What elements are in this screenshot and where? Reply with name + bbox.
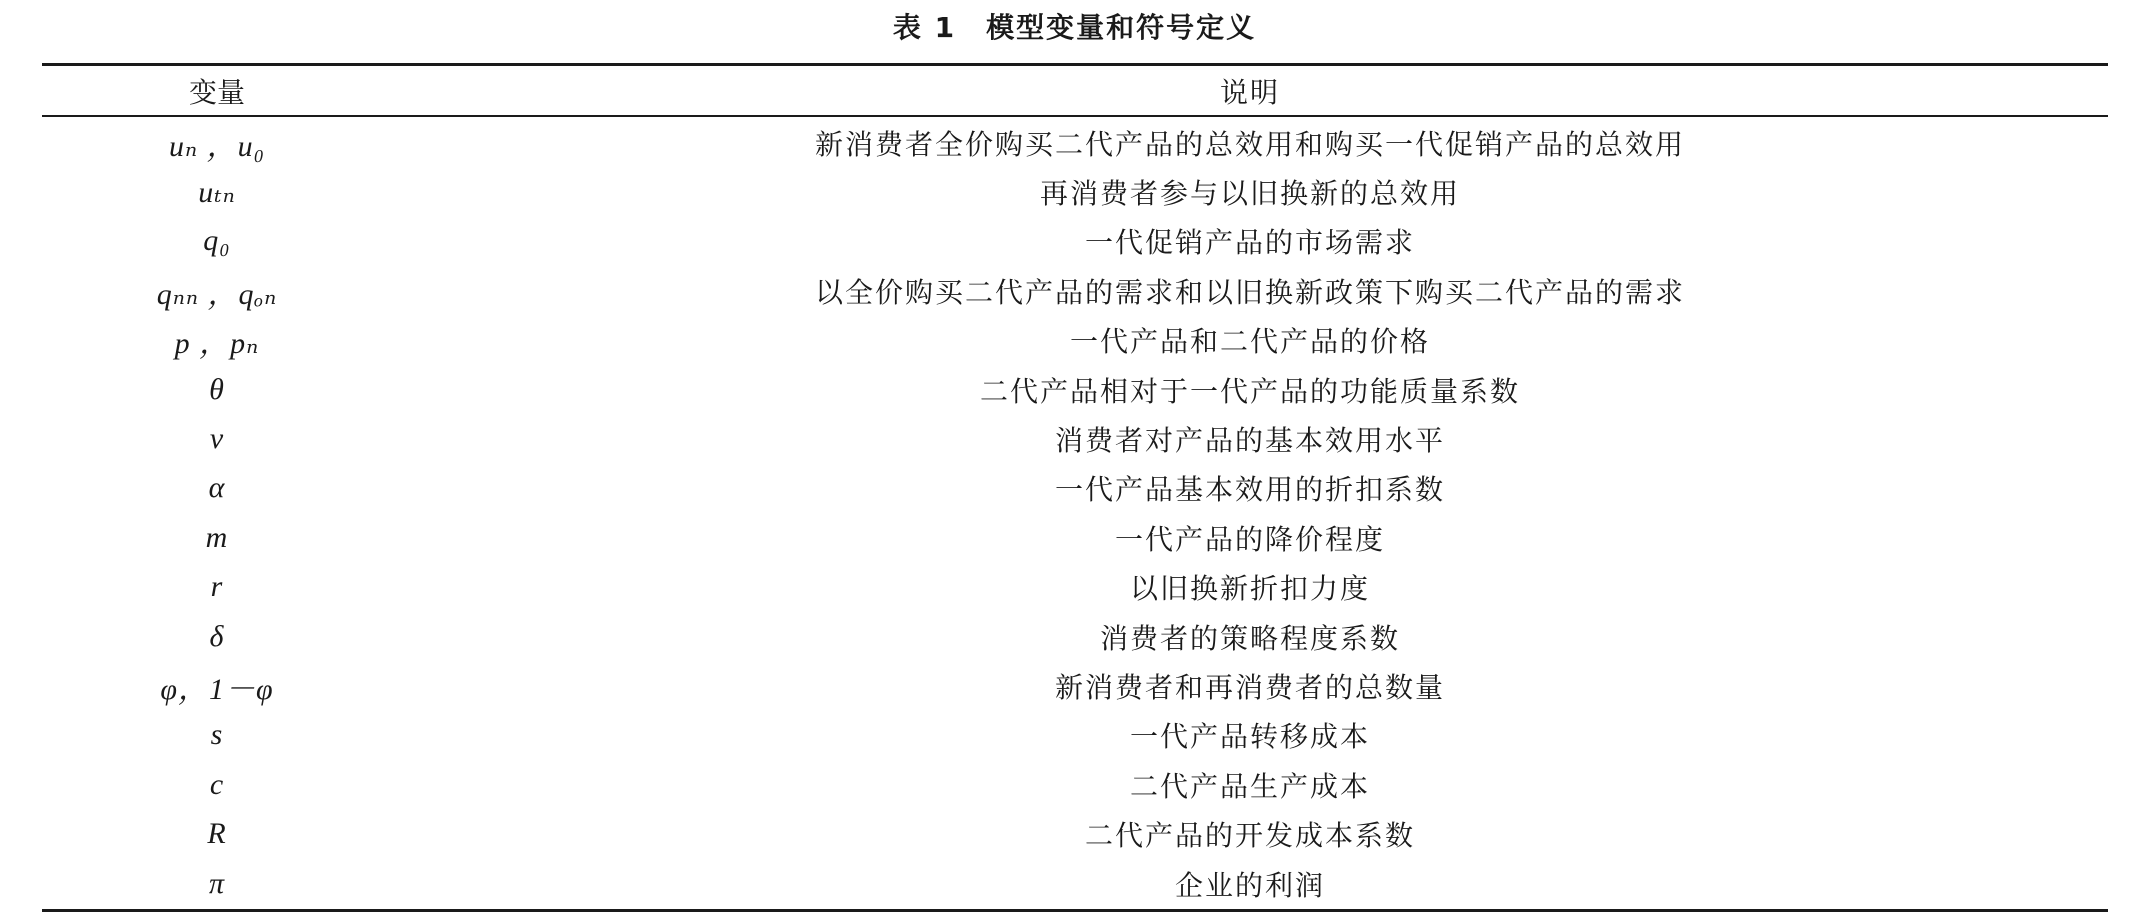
table-title: 模型变量和符号定义 <box>986 11 1257 44</box>
variable-description: 企业的利润 <box>1174 868 1325 902</box>
variable-description: 新消费者全价购买二代产品的总效用和购买一代促销产品的总效用 <box>814 127 1685 161</box>
variable-description: 一代促销产品的市场需求 <box>1084 226 1415 260</box>
table-row <box>42 563 2108 612</box>
header-variable: 变量 <box>188 75 245 109</box>
table-row <box>42 266 2108 315</box>
variable-description: 二代产品相对于一代产品的功能质量系数 <box>979 374 1520 408</box>
variable-symbol: m <box>205 520 229 554</box>
table-row <box>42 810 2108 859</box>
table-row <box>42 661 2108 710</box>
table-row <box>42 760 2108 809</box>
variable-description: 再消费者参与以旧换新的总效用 <box>1039 177 1460 211</box>
table-row <box>42 711 2108 760</box>
table-header <box>42 66 2108 115</box>
variable-symbol: α <box>208 471 226 505</box>
variable-description: 一代产品基本效用的折扣系数 <box>1054 473 1445 507</box>
variable-symbol: q₀ <box>203 224 231 258</box>
variable-description: 新消费者和再消费者的总数量 <box>1054 671 1445 705</box>
variable-description: 二代产品的开发成本系数 <box>1084 819 1415 853</box>
table-row <box>42 217 2108 266</box>
table-row <box>42 118 2108 167</box>
variable-symbol: v <box>209 422 225 456</box>
variable-symbol: s <box>210 718 224 752</box>
variable-description: 一代产品和二代产品的价格 <box>1069 325 1430 359</box>
variable-symbol: uₜₙ <box>198 175 236 209</box>
variable-description: 二代产品生产成本 <box>1129 769 1370 803</box>
table-number: 表 1 <box>892 11 957 44</box>
variable-symbol: qₙₙ ，qₒₙ <box>156 277 278 311</box>
variable-symbol: π <box>208 866 226 900</box>
table-row <box>42 414 2108 463</box>
variable-description: 消费者对产品的基本效用水平 <box>1054 424 1445 458</box>
variable-description: 一代产品的降价程度 <box>1114 522 1385 556</box>
header-description: 说明 <box>1219 75 1280 109</box>
variable-symbol: c <box>209 767 225 801</box>
bottom-rule <box>42 909 2108 912</box>
variable-symbol: φ，1－φ <box>160 673 274 707</box>
table-row <box>42 365 2108 414</box>
table-row <box>42 464 2108 513</box>
table-row <box>42 316 2108 365</box>
table-row <box>42 612 2108 661</box>
variable-description: 消费者的策略程度系数 <box>1099 621 1400 655</box>
variable-description: 以全价购买二代产品的需求和以旧换新政策下购买二代产品的需求 <box>814 275 1685 309</box>
header-rule <box>42 115 2108 117</box>
variable-symbol: θ <box>209 372 225 406</box>
variable-symbol: δ <box>209 619 225 653</box>
table-row <box>42 859 2108 908</box>
table-caption <box>0 8 2149 48</box>
table-row <box>42 513 2108 562</box>
variable-description: 一代产品转移成本 <box>1129 720 1370 754</box>
variable-symbol: r <box>210 570 224 604</box>
table-row <box>42 167 2108 216</box>
variable-description: 以旧换新折扣力度 <box>1129 572 1370 606</box>
variable-symbol: uₙ ，u₀ <box>168 129 266 163</box>
variable-symbol: R <box>207 817 227 851</box>
variable-symbol: p ，pₙ <box>174 327 260 361</box>
